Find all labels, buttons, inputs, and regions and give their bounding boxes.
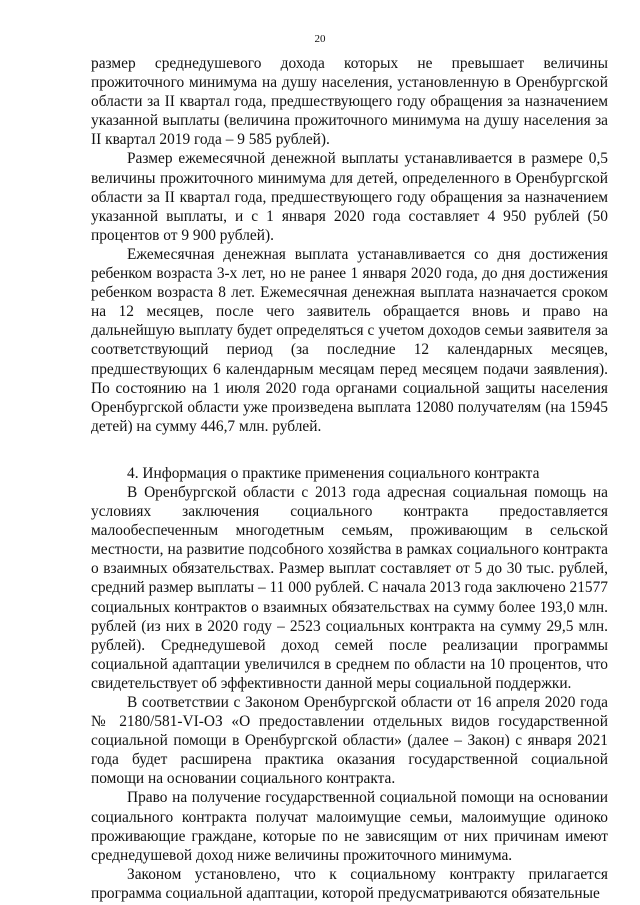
paragraph: В соответствии с Законом Оренбургской области от 16 апреля 2020 года № 2180/581-VI-ОЗ «О предоставлении отдельных видов государственной социальной помощи в Оренбургской области» (далее – Закон) с января 2021 года будет расширена практика оказания государственной социальной помощи на основании социального контракта.: [91, 694, 608, 788]
paragraph: В Оренбургской области с 2013 года адресная социальная помощь на условиях заключения социального контракта предоставляется малообеспеченным многодетным семьям, проживающим в сельской местности, на развитие подсобного хозяйства в рамках социального контракта о взаимных обязательствах. Размер выплат составляет от 5 до 30 тыс. рублей, средний размер выплаты – 11 000 рублей. С начала 2013 года заключено 21577 социальных контрактов о взаимных обязательствах на сумму более 193,0 млн. рублей (из них в 2020 году – 2523 социальных контракта на сумму 29,5 млн. рублей). Среднедушевой доход семей после реализации программы социальной адаптации увеличился в среднем по области на 10 процентов, что свидетельствует об эффективности данной меры социальной поддержки.: [91, 483, 608, 692]
document-body: [91, 54, 608, 903]
section-gap: [91, 436, 608, 464]
paragraph: Право на получение государственной социальной помощи на основании социального контракта получат малоимущие семьи, малоимущие одиноко проживающие граждане, которые по не зависящим от них причинам имеют среднедушевой доход ниже величины прожиточного минимума.: [91, 789, 608, 864]
section-heading: 4. Информация о практике применения социального контракта: [127, 464, 540, 482]
paragraph: Размер ежемесячной денежной выплаты устанавливается в размере 0,5 величины прожиточного минимума для детей, определенного в Оренбургской области за II квартал года, предшествующего году обращения за назначением указанной выплаты, и с 1 января 2020 года составляет 4 950 рублей (50 процентов от 9 900 рублей).: [91, 150, 608, 244]
paragraph: размер среднедушевого дохода которых не превышает величины прожиточного минимума на душу населения, установленную в Оренбургской области за II квартал года, предшествующего году обращения за назначением указанной выплаты (величина прожиточного минимума на душу населения за II квартал 2019 года – 9 585 рублей).: [91, 55, 608, 149]
paragraph: Законом установлено, что к социальному контракту прилагается программа социальной адаптации, которой предусматриваются обязательные: [91, 865, 608, 902]
page-number: 20: [314, 33, 326, 45]
paragraph: Ежемесячная денежная выплата устанавливается со дня достижения ребенком возраста 3-х лет, но не ранее 1 января 2020 года, до дня достижения ребенком возраста 8 лет. Ежемесячная денежная выплата назначается сроком на 12 месяцев, после чего заявитель обращается вновь и право на дальнейшую выплату будет определяться с учетом доходов семьи заявителя за соответствующий период (за последние 12 календарных месяцев, предшествующих 6 календарным месяцам перед месяцем подачи заявления). По состоянию на 1 июля 2020 года органами социальной защиты населения Оренбургской области уже произведена выплата 12080 получателям (на 15945 детей) на сумму 446,7 млн. рублей.: [91, 245, 608, 435]
